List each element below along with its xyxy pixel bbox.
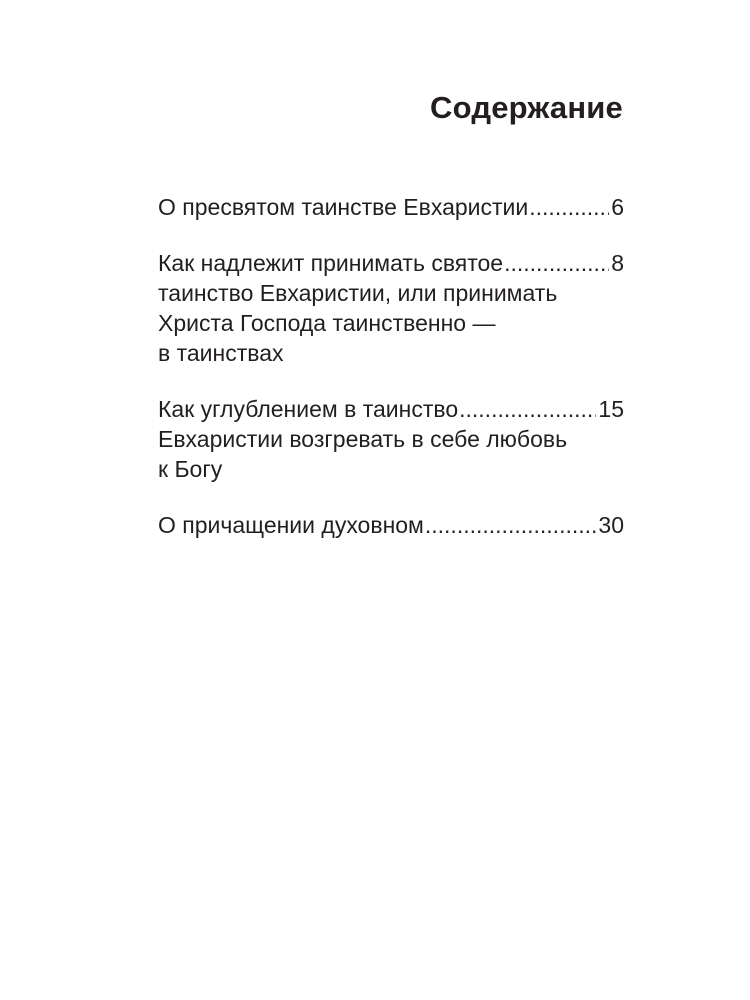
toc-entry-continuation: к Богу [158, 456, 223, 482]
dot-leader [425, 510, 597, 540]
toc-entry-line [158, 248, 624, 278]
toc-page-number: 30 [598, 512, 624, 538]
toc-entry-line [158, 510, 624, 540]
toc-entry-continuation: в таинствах [158, 340, 284, 366]
toc-entry [158, 510, 624, 540]
dot-leader [529, 192, 609, 222]
toc-entry [158, 394, 624, 484]
toc-entry-continuation: таинство Евхаристии, или принимать [158, 280, 558, 306]
toc-entry-line [158, 394, 624, 424]
toc-page-number: 15 [598, 396, 624, 422]
toc-page-number: 6 [611, 194, 624, 220]
toc-entry-line [158, 192, 624, 222]
toc-entry-continuation: Евхаристии возгревать в себе любовь [158, 426, 568, 452]
toc-entry [158, 192, 624, 222]
toc-entry-title: Как углублением в таинство [158, 396, 459, 422]
toc-entry-continuation: Христа Господа таинственно — [158, 310, 496, 336]
toc-entry-title: О причащении духовном [158, 512, 424, 538]
table-of-contents [158, 192, 624, 566]
toc-entry-title: Как надлежит принимать святое [158, 250, 504, 276]
dot-leader [459, 394, 596, 424]
dot-leader [504, 248, 609, 278]
toc-page-number: 8 [611, 250, 624, 276]
toc-title: Содержание [430, 90, 623, 125]
toc-entry-title: О пресвятом таинстве Евхаристии [158, 194, 529, 220]
toc-entry [158, 248, 624, 368]
